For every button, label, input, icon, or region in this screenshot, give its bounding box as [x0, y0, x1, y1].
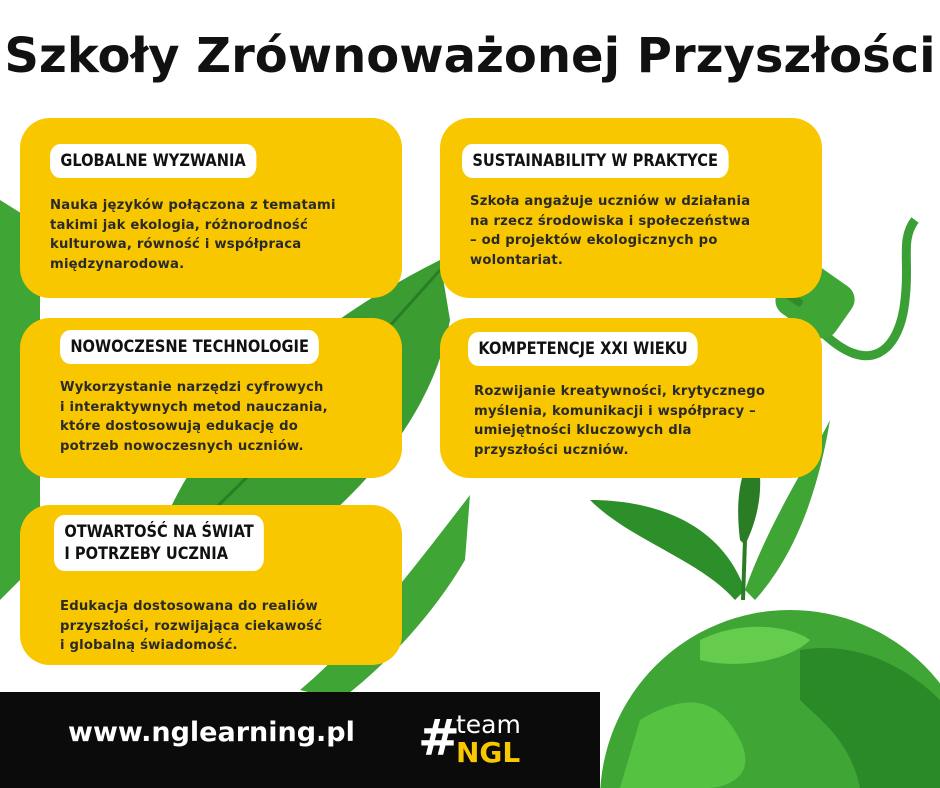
card-21st-century-skills: [440, 318, 822, 478]
hashtag-team: team: [456, 710, 521, 739]
website-link[interactable]: www.nglearning.pl: [68, 717, 355, 748]
card-heading: OTWARTOŚĆ NA ŚWIAT I POTRZEBY UCZNIA: [54, 515, 264, 571]
card-text: Szkoła angażuje uczniów w działania na rzecz środowiska i społeczeństwa – od projektów ekologicznych po wolontariat.: [470, 194, 751, 268]
card-heading: KOMPETENCJE XXI WIEKU: [468, 332, 698, 366]
page-title: Szkoły Zrównoważonej Przyszłości: [4, 28, 936, 84]
card-text: Rozwijanie kreatywności, krytycznego myślenia, komunikacji i współpracy – umiejętności kluczowych dla przyszłości uczniów.: [474, 384, 766, 458]
card-sustainability: [440, 118, 822, 298]
globe-icon: [600, 610, 940, 788]
card-openness: [20, 505, 402, 665]
card-modern-tech: [20, 318, 402, 478]
card-global-challenges: [20, 118, 402, 298]
hashtag-symbol: #: [418, 709, 460, 767]
hashtag-ngl: NGL: [456, 736, 521, 769]
card-heading: SUSTAINABILITY W PRAKTYCE: [462, 144, 728, 178]
card-heading: NOWOCZESNE TECHNOLOGIE: [60, 330, 319, 364]
card-heading: GLOBALNE WYZWANIA: [50, 144, 256, 178]
card-text: Wykorzystanie narzędzi cyfrowych i interaktywnych metod nauczania, które dostosowują edukację do potrzeb nowoczesnych uczniów.: [60, 380, 328, 454]
card-text: Nauka języków połączona z tematami takimi jak ekologia, różnorodność kulturowa, równość i współpraca międzynarodowa.: [50, 198, 336, 272]
card-text: Edukacja dostosowana do realiów przyszłości, rozwijająca ciekawość i globalną świadomość.: [60, 599, 323, 653]
